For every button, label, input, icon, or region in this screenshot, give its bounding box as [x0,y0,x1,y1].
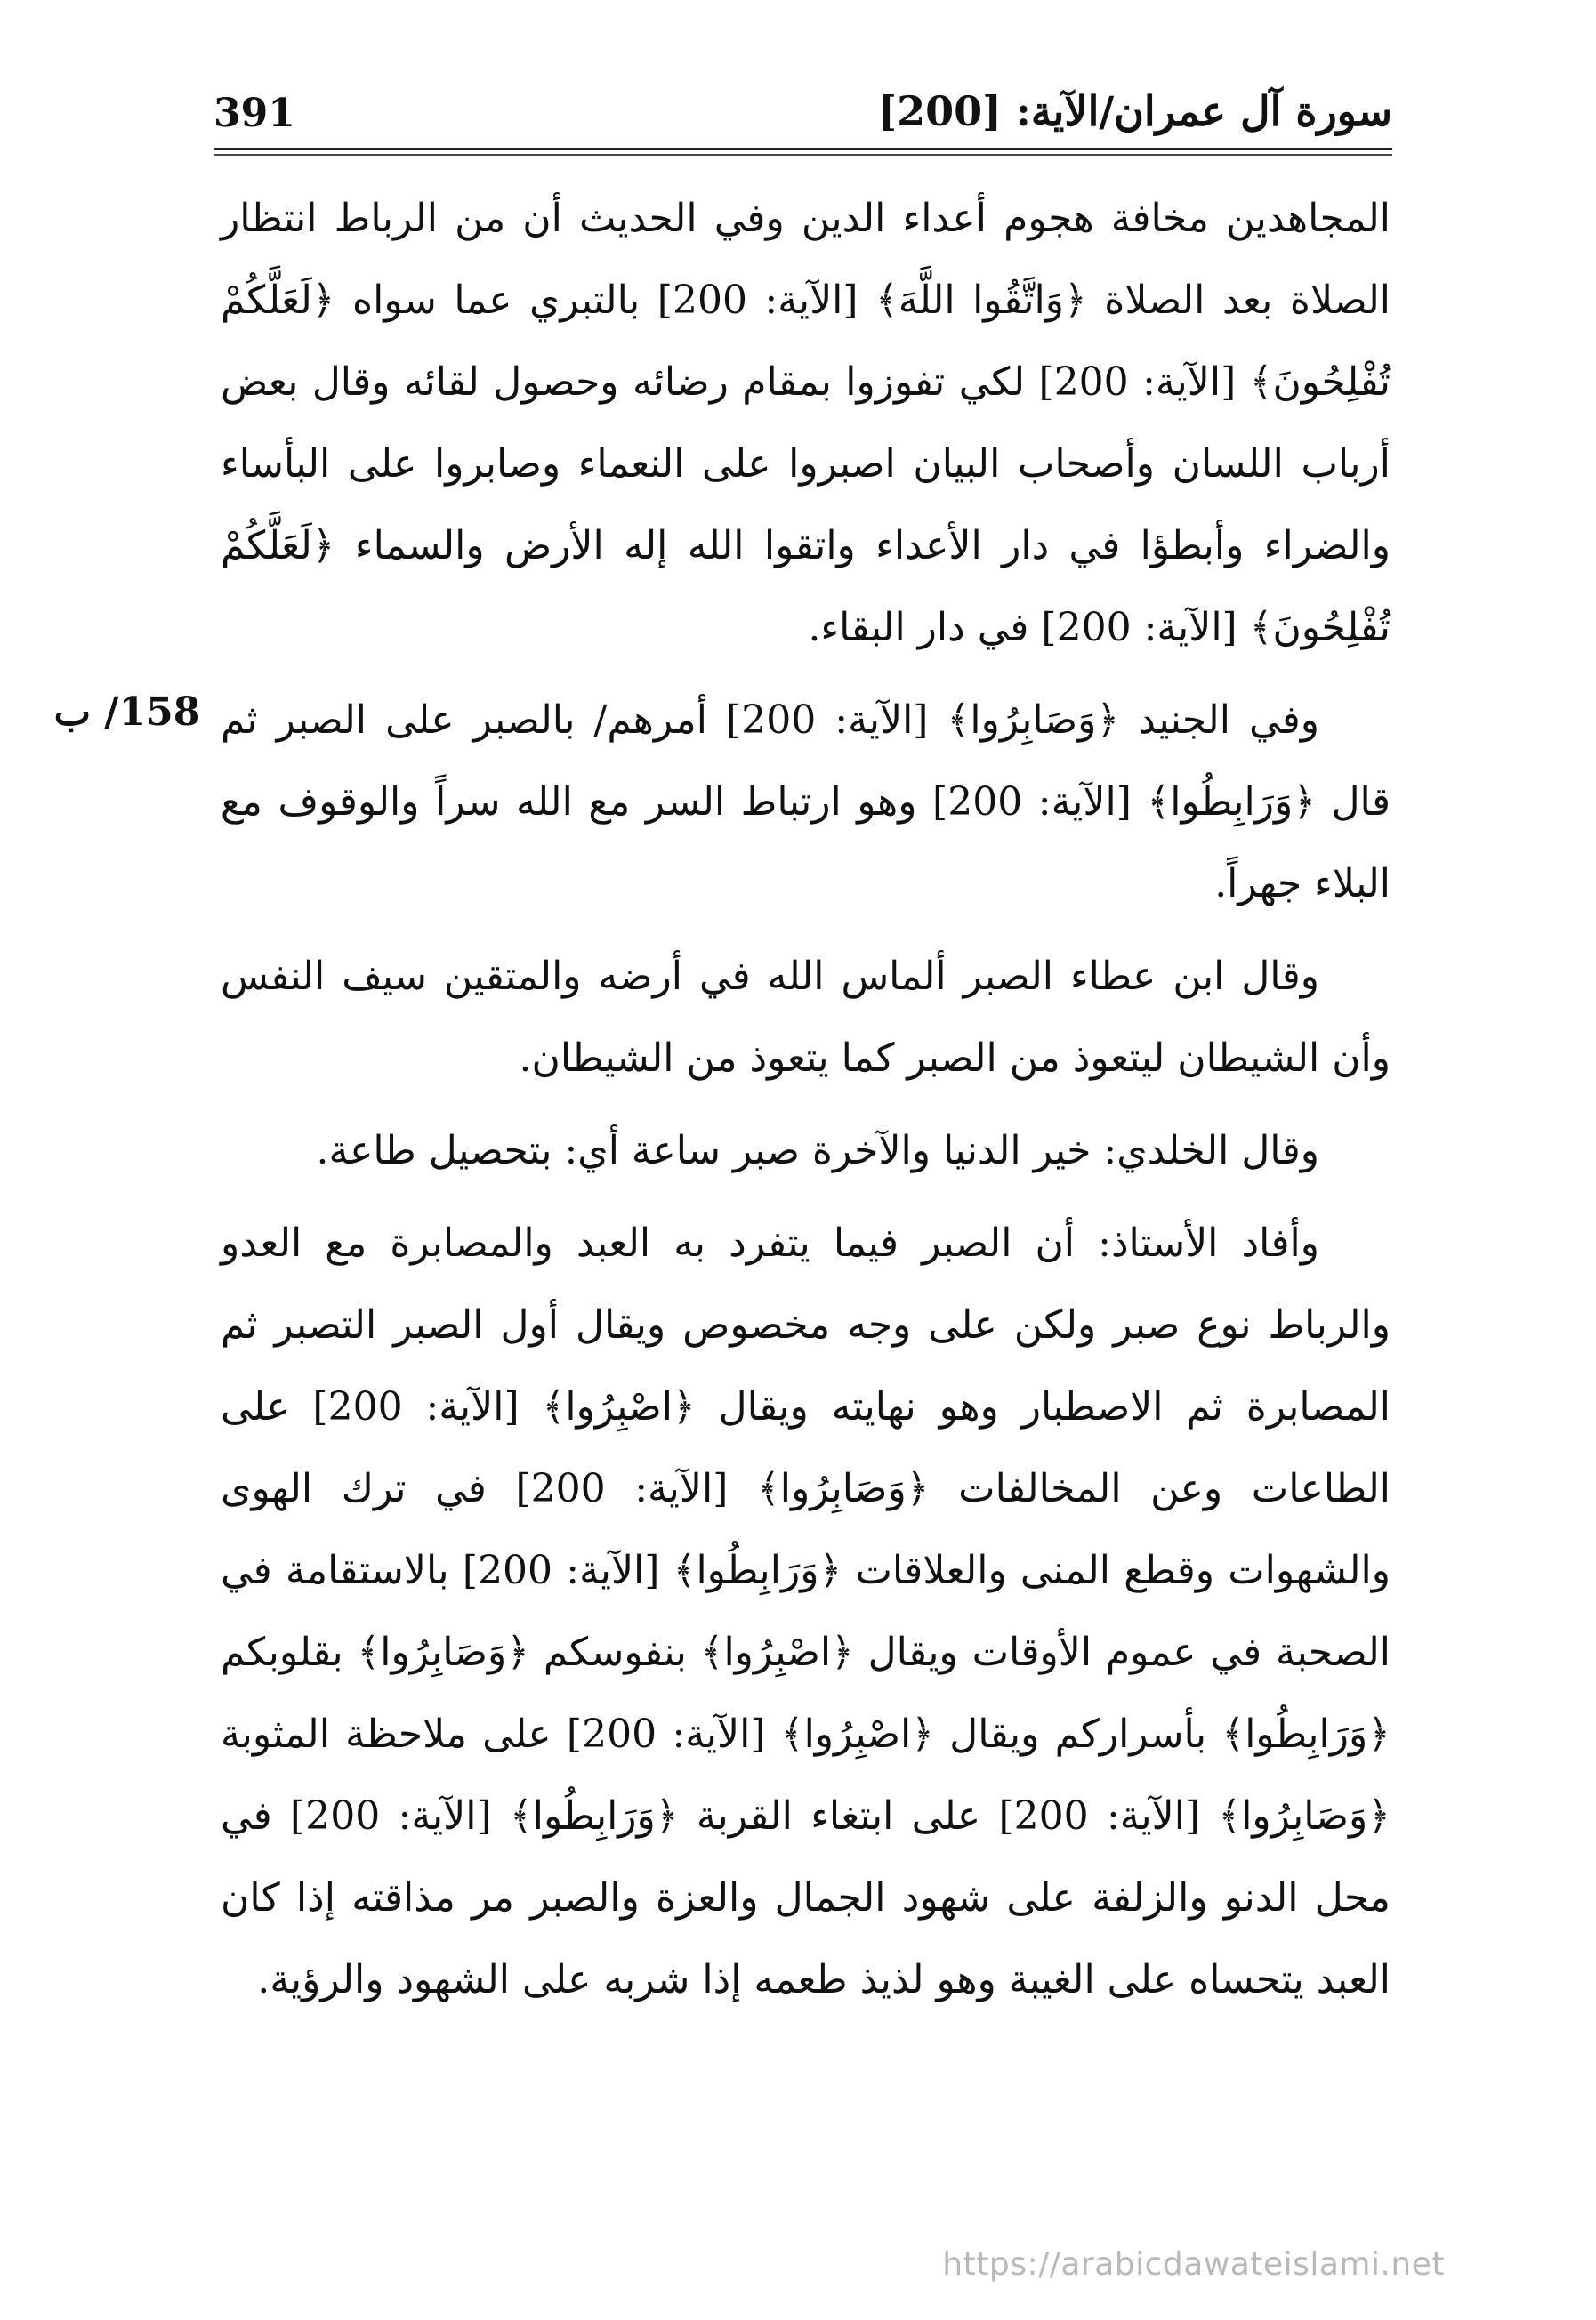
page-number: 391 [214,91,295,136]
paragraph-4: وقال الخلدي: خير الدنيا والآخرة صبر ساعة أي: بتحصيل طاعة. [316,1128,1319,1173]
main-text [221,178,1390,2032]
paragraph-3: وقال ابن عطاء الصبر ألماس الله في أرضه والمتقين سيف النفس وأن الشيطان ليتعوذ من الصبر كما يتعوذ من الشيطان. [221,954,1390,1081]
paragraph-2: وفي الجنيد ﴿وَصَابِرُوا﴾ [الآية: 200] أمرهم/ بالصبر على الصبر ثم قال ﴿وَرَابِطُوا﴾ [الآية: 200] وهو ارتباط السر مع الله سراً والوقوف مع البلاء جهراً. [221,697,1390,906]
manuscript-folio-note: 158/ ب [53,689,201,735]
paragraph-1: المجاهدين مخافة هجوم أعداء الدين وفي الحديث أن من الرباط انتظار الصلاة بعد الصلاة ﴿وَاتَّقُوا اللَّهَ﴾ [الآية: 200] بالتبري عما سواه ﴿لَعَلَّكُمْ تُفْلِحُونَ﴾ [الآية: 200] لكي تفوزوا بمقام رضائه وحصول لقائه وقال بعض أرباب اللسان وأصحاب البيان اصبروا على النعماء وصابروا على البأساء والضراء وأبطؤا في دار الأعداء واتقوا الله إله الأرض والسماء ﴿لَعَلَّكُمْ تُفْلِحُونَ﴾ [الآية: 200] في دار البقاء. [221,196,1390,650]
running-header [214,82,1392,144]
watermark-url: https://arabicdawateislami.net [942,2246,1445,2283]
header-rule [214,148,1392,150]
header-rule-secondary [214,154,1392,156]
header-title: سورة آل عمران/الآية: [200] [877,87,1392,135]
paragraph-5: وأفاد الأستاذ: أن الصبر فيما يتفرد به العبد والمصابرة مع العدو والرباط نوع صبر ولكن على وجه مخصوص ويقال أول الصبر التصبر ثم المصابرة ثم الاصطبار وهو نهايته ويقال ﴿اصْبِرُوا﴾ [الآية: 200] على الطاعات وعن المخالفات ﴿وَصَابِرُوا﴾ [الآية: 200] في ترك الهوى والشهوات وقطع المنى والعلاقات ﴿وَرَابِطُوا﴾ [الآية: 200] بالاستقامة في الصحبة في عموم الأوقات ويقال ﴿اصْبِرُوا﴾ بنفوسكم ﴿وَصَابِرُوا﴾ بقلوبكم ﴿وَرَابِطُوا﴾ بأسراركم ويقال ﴿اصْبِرُوا﴾ [الآية: 200] على ملاحظة المثوبة ﴿وَصَابِرُوا﴾ [الآية: 200] على ابتغاء القربة ﴿وَرَابِطُوا﴾ [الآية: 200] في محل الدنو والزلفة على شهود الجمال والعزة والصبر مر مذاقته إذا كان العبد يتحساه على الغيبة وهو لذيذ طعمه إذا شربه على الشهود والرؤية. [221,1220,1390,2002]
